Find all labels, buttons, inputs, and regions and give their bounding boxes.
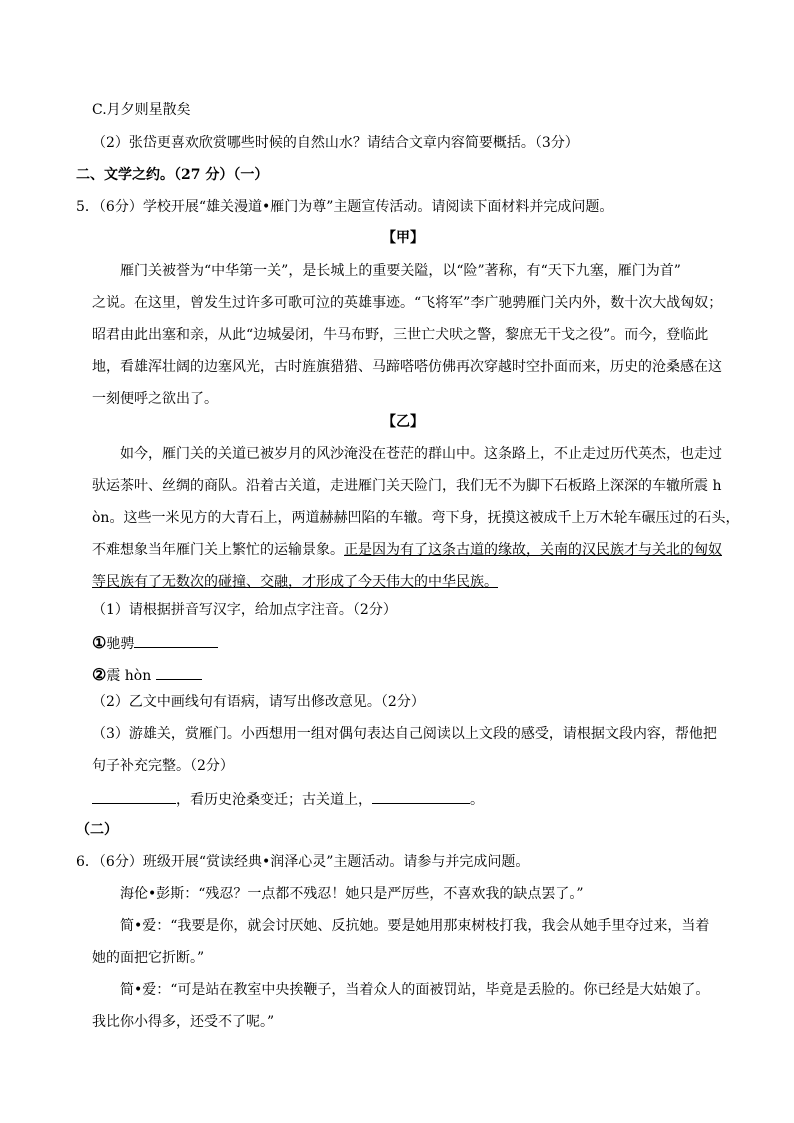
dialogue-helen: 海伦•彭斯：“残忍？一点都不残忍！她只是严厉些，不喜欢我的缺点罢了。” [120,886,584,902]
q5-subquestion-3: （3）游雄关，赏雁门。小西想用一组对偶句表达自己阅读以上文段的感受，请根据文段内容，帮他把 [92,726,717,742]
couplet-fill-mid: ，看历史沧桑变迁；古关道上， [176,792,372,808]
pinyin-item-1 [92,633,218,653]
couplet-fill [92,789,484,809]
passage-yi-line: òn。这些一米见方的大青石上，两道赫赫凹陷的车辙。弯下身，抚摸这被成千上万木轮车碾压过的石头， [92,510,740,526]
section-2-heading: 二、文学之约。（27 分）（一） [76,167,269,183]
passage-yi-line: 驮运茶叶、丝绸的商队。沿着古关道，走进雁门关天险门，我们无不为脚下石板路上深深的车辙所震 h [92,478,722,494]
answer-blank[interactable] [134,633,218,648]
circled-number: ① [92,633,107,652]
part-2-heading: （二） [76,822,118,838]
q5-subquestion-1: （1）请根据拼音写汉字，给加点字注音。（2分） [92,602,397,618]
passage-jia-line: 一刻便呼之欲出了。 [92,391,218,407]
q6-stem: 6．（6分）班级开展“赏读经典•润泽心灵”主题活动。请参与并完成问题。 [76,854,530,870]
dialogue-jane-2: 简•爱：“可是站在教室中央挨鞭子，当着众人的面被罚站，毕竟是丢脸的。你已经是大姑娘了。 [120,982,710,998]
passage-jia-line: 雁门关被誉为“中华第一关”，是长城上的重要关隘，以“险”著称，有“天下九塞，雁门为首” [120,263,681,279]
passage-yi-line: 如今，雁门关的关道已被岁月的风沙淹没在苍茫的群山中。这条路上，不止走过历代英杰，也走过 [120,446,722,462]
pinyin-item-2 [92,665,202,685]
passage-jia-line: 之说。在这里，曾发生过许多可歌可泣的英雄事迹。“飞将军”李广驰骋雁门关内外，数十次大战匈奴； [92,295,723,311]
answer-blank[interactable] [92,789,176,804]
q5-subquestion-3-cont: 句子补充完整。（2分） [92,758,234,774]
couplet-fill-end: 。 [470,792,484,808]
passage-jia-line: 昭君由此出塞和亲，从此“边城晏闭，牛马布野，三世亡犬吠之警，黎庶无干戈之役”。而今，登临此 [92,327,709,343]
pinyin-item-2-text: 震 hòn [106,668,152,684]
dialogue-jane-2-cont: 我比你小得多，还受不了呢。” [92,1014,275,1030]
dialogue-jane-1: 简•爱：“我要是你，就会讨厌她、反抗她。要是她用那束树枝打我，我会从她手里夺过来，当着 [120,918,710,934]
underlined-sentence: 等民族有了无数次的碰撞、交融，才形成了今天伟大的中华民族。 [92,574,498,590]
q4-option-c: C.月夕则星散矣 [92,102,191,118]
answer-blank[interactable] [156,665,202,680]
passage-yi-line [92,541,722,559]
dialogue-jane-1-cont: 她的面把它折断。” [92,950,205,966]
passage-yi-title: 【乙】 [382,414,424,430]
q4-subquestion-2: （2）张岱更喜欢欣赏哪些时候的自然山水？请结合文章内容简要概括。（3分） [92,135,579,151]
answer-blank[interactable] [372,789,470,804]
pinyin-item-1-text: 驰骋 [106,636,135,652]
passage-jia-title: 【甲】 [382,230,424,246]
underlined-sentence: 正是因为有了这条古道的缘故，关南的汉民族才与关北的匈奴 [344,542,722,558]
passage-yi-line-text: 不难想象当年雁门关上繁忙的运输景象。 [92,542,344,558]
circled-number: ② [92,665,107,684]
q5-stem: 5．（6分）学校开展“雄关漫道•雁门为尊”主题宣传活动。请阅读下面材料并完成问题。 [76,199,614,215]
q5-subquestion-2: （2）乙文中画线句有语病，请写出修改意见。（2分） [92,694,425,710]
passage-jia-line: 地，看雄浑壮阔的边塞风光，古时旌旗猎猎、马蹄嗒嗒仿佛再次穿越时空扑面而来，历史的沧桑感在这 [92,359,722,375]
